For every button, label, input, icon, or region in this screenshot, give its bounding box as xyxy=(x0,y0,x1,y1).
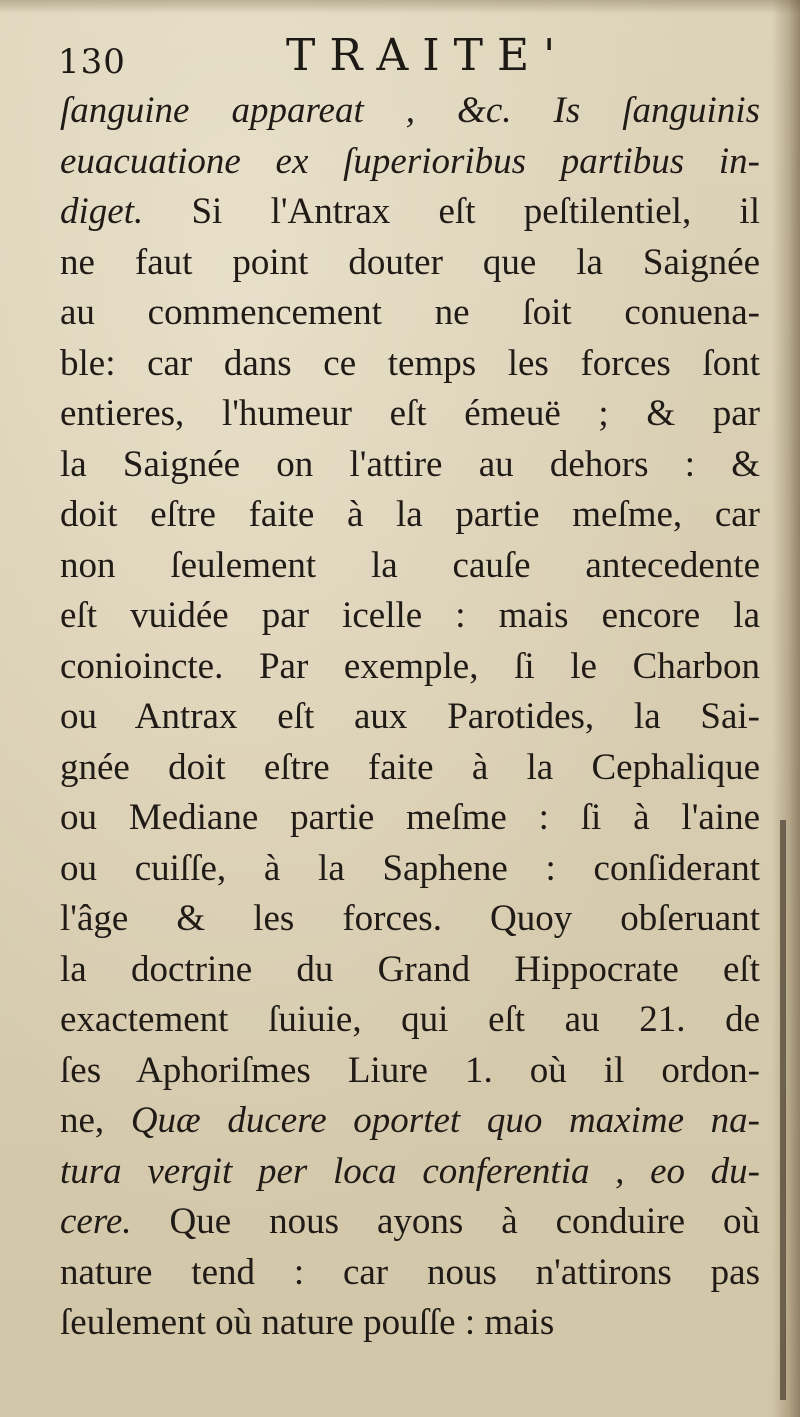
french-text: doit eſtre faite à la partie meſme, car xyxy=(60,494,760,535)
text-line xyxy=(60,945,760,996)
latin-italic-text: cere. xyxy=(60,1201,132,1242)
french-text: Que nous ayons à conduire où xyxy=(131,1201,760,1242)
running-title: TRAITE' xyxy=(286,30,570,81)
text-line xyxy=(60,894,760,945)
text-line xyxy=(60,1147,760,1198)
text-line xyxy=(60,1298,760,1349)
text-line xyxy=(60,490,760,541)
latin-italic-text: ſanguine appareat , &c. Is ſanguinis xyxy=(60,90,760,131)
french-text: ble: car dans ce temps les forces ſont xyxy=(60,342,760,384)
french-text: ſeulement où nature pouſſe : mais xyxy=(60,1302,555,1343)
page-top-shadow xyxy=(0,0,800,14)
french-text: la doctrine du Grand Hippocrate eſt xyxy=(60,948,760,990)
text-line xyxy=(60,137,760,188)
french-text: exactement ſuiuie, qui eſt au 21. de xyxy=(60,999,760,1040)
french-text: ne, xyxy=(60,1100,131,1141)
french-text: ou cuiſſe, à la Saphene : conſiderant xyxy=(60,847,760,889)
french-text: au commencement ne ſoit conuena- xyxy=(60,292,760,333)
text-line xyxy=(60,591,760,642)
text-line xyxy=(60,995,760,1046)
french-text: l'âge & les forces. Quoy obſeruant xyxy=(60,898,760,939)
text-line xyxy=(60,1046,760,1097)
text-line xyxy=(60,793,760,844)
latin-italic-text: diget. xyxy=(60,191,144,232)
text-line xyxy=(60,1248,760,1299)
text-line xyxy=(60,440,760,491)
text-line xyxy=(60,541,760,592)
french-text: ou Antrax eſt aux Parotides, la Sai- xyxy=(60,696,760,737)
french-text: gnée doit eſtre faite à la Cephalique xyxy=(60,746,760,788)
text-line xyxy=(60,339,760,390)
french-text: nature tend : car nous n'attirons pas xyxy=(60,1251,760,1293)
text-line xyxy=(60,692,760,743)
text-line xyxy=(60,288,760,339)
french-text: ou Mediane partie meſme : ſi à l'aine xyxy=(60,797,760,838)
latin-italic-text: euacuatione ex ſuperioribus partibus in- xyxy=(60,140,760,182)
page-fold-shadow xyxy=(772,0,800,1417)
latin-italic-text: tura vergit per loca conferentia , eo du- xyxy=(60,1150,760,1192)
body-text xyxy=(60,86,760,1349)
french-text: conioincte. Par exemple, ſi le Charbon xyxy=(60,645,760,687)
text-line xyxy=(60,844,760,895)
text-line xyxy=(60,743,760,794)
french-text: eſt vuidée par icelle : mais encore la xyxy=(60,595,760,636)
french-text: non ſeulement la cauſe antecedente xyxy=(60,544,760,586)
text-line xyxy=(60,187,760,238)
french-text: ſes Aphoriſmes Liure 1. où il ordon- xyxy=(60,1049,760,1091)
text-line xyxy=(60,389,760,440)
page-number: 130 xyxy=(58,42,126,82)
french-text: Si l'Antrax eſt peſtilentiel, il xyxy=(143,191,760,232)
french-text: la Saignée on l'attire au dehors : & xyxy=(60,443,760,485)
text-line xyxy=(60,642,760,693)
french-text: entieres, l'humeur eſt émeuë ; & par xyxy=(60,393,760,434)
text-line xyxy=(60,1096,760,1147)
text-line xyxy=(60,86,760,137)
latin-italic-text: Quæ ducere oportet quo maxime na- xyxy=(130,1100,760,1141)
text-line xyxy=(60,238,760,289)
binding-edge xyxy=(780,820,786,1400)
french-text: ne faut point douter que la Saignée xyxy=(60,241,760,283)
page-header xyxy=(58,28,748,88)
text-line xyxy=(60,1197,760,1248)
